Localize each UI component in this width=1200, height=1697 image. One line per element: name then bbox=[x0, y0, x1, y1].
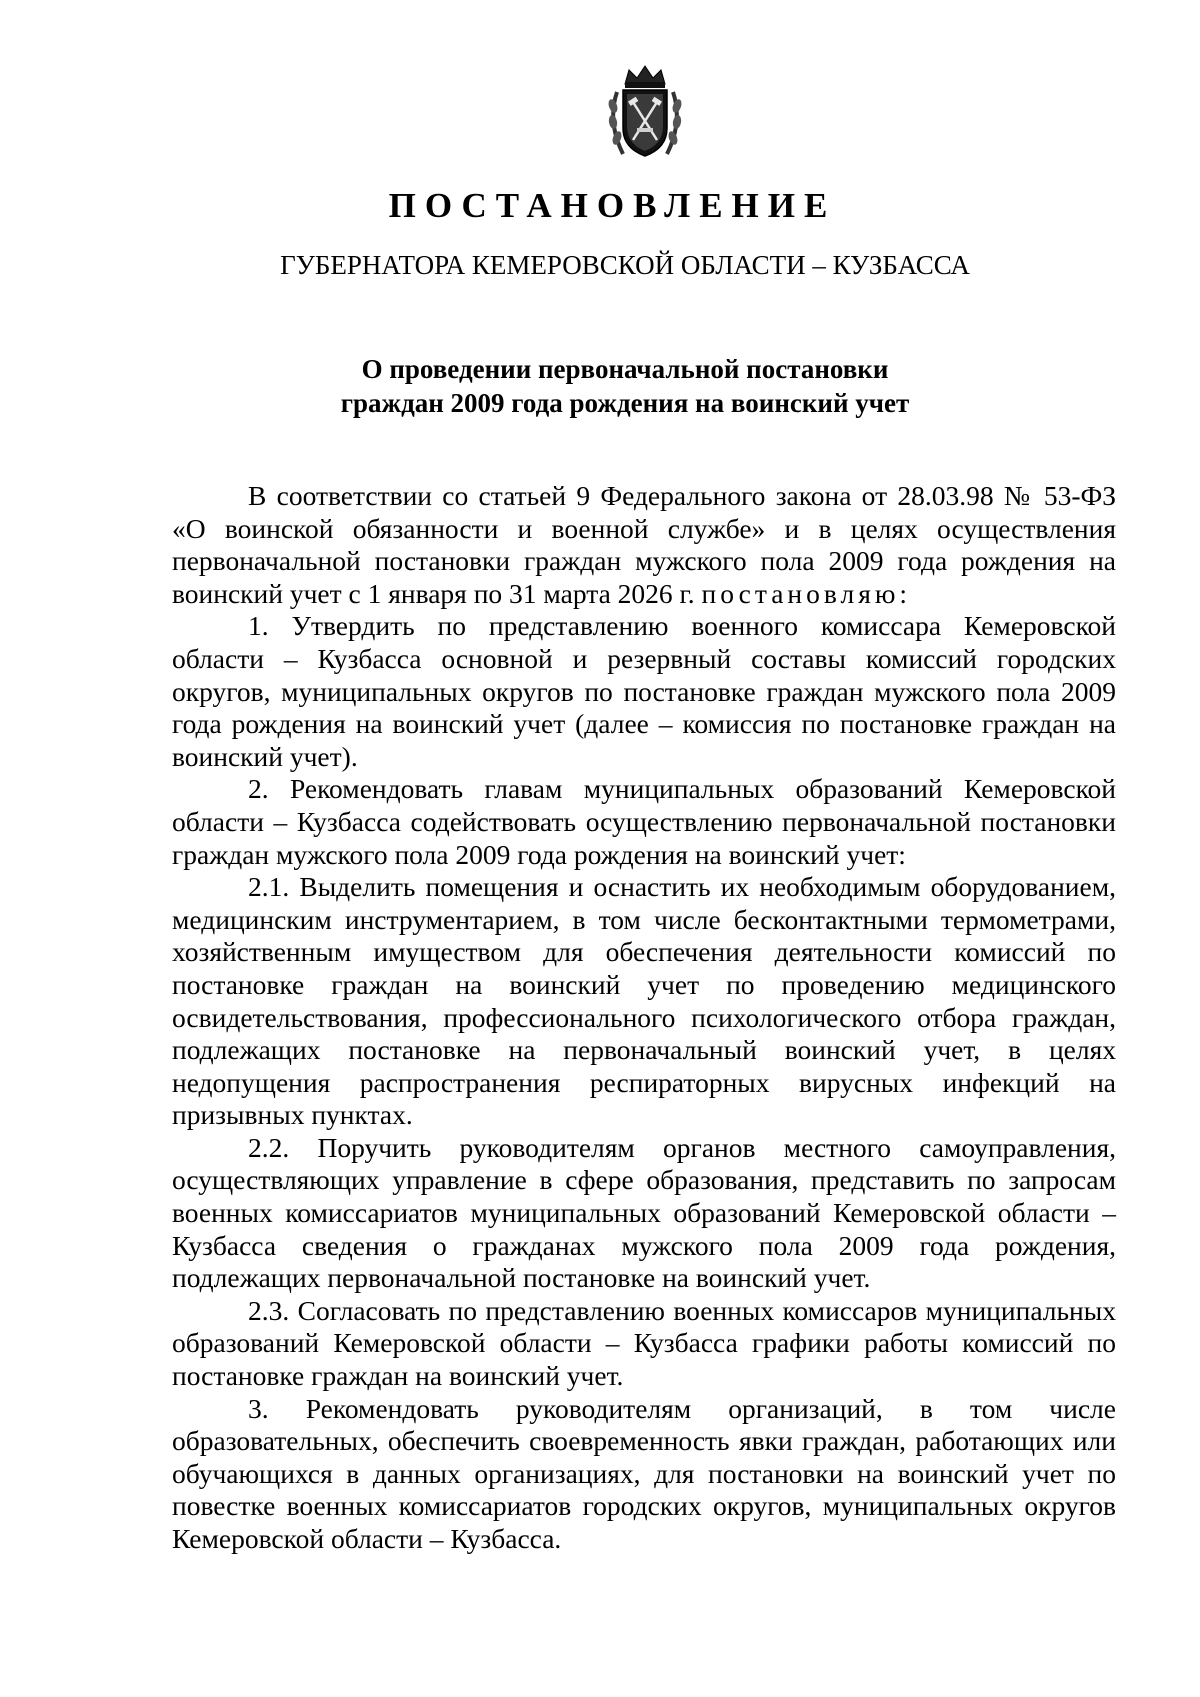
paragraph-2-2: 2.2. Поручить руководителям органов местного самоуправления, осуществляющих управление в сфере образования, представить по запросам военных комиссариатов муниципальных образований Кемеровской области – Кузбасса сведения о гражданах мужского пола 2009 года рождения, подлежащих первоначальной постановке на воинский учет. bbox=[172, 1131, 1116, 1294]
paragraph-2: 2. Рекомендовать главам муниципальных образований Кемеровской области – Кузбасса содействовать осуществлению первоначальной постановки граждан мужского пола 2009 года рождения на воинский учет: bbox=[172, 773, 1116, 870]
issuer-subtitle: ГУБЕРНАТОРА КЕМЕРОВСКОЙ ОБЛАСТИ – КУЗБАССА bbox=[280, 250, 970, 280]
document-body bbox=[172, 480, 1116, 1556]
intro-text: В соответствии со статьей 9 Федерального закона от 28.03.98 № 53-ФЗ «О воинской обязанности и военной службе» и в целях осуществления первоначальной постановки граждан мужского пола 2009 года рождения на воинский учет с 1 января по 31 марта 2026 г. bbox=[172, 480, 1116, 609]
document-heading bbox=[0, 352, 1200, 420]
paragraph-3: 3. Рекомендовать руководителям организаций, в том числе образовательных, обеспечить своевременность явки граждан, работающих или обучающихся в данных организациях, для постановки на воинский учет по повестке военных комиссариатов городских округов, муниципальных округов Кемеровской области – Кузбасса. bbox=[172, 1392, 1116, 1554]
decree-word: постановляю: bbox=[701, 577, 912, 609]
document-title: ПОСТАНОВЛЕНИЕ bbox=[388, 186, 837, 225]
heading-line-2: граждан 2009 года рождения на воинский учет bbox=[340, 388, 910, 418]
paragraph-2-1: 2.1. Выделить помещения и оснастить их необходимым оборудованием, медицинским инструментарием, в том числе бесконтактными термометрами, хозяйственным имуществом для обеспечения деятельности комиссий по постановке граждан на воинский учет по проведению медицинского освидетельствования, профессионального психологического отбора граждан, подлежащих постановке на первоначальный воинский учет, в целях недопущения распространения респираторных вирусных инфекций на призывных пунктах. bbox=[172, 871, 1116, 1131]
paragraph-1: 1. Утвердить по представлению военного комиссара Кемеровской области – Кузбасса основной и резервный составы комиссий городских округов, муниципальных округов по постановке граждан мужского пола 2009 года рождения на воинский учет (далее – комиссия по постановке граждан на воинский учет). bbox=[172, 610, 1116, 772]
coat-of-arms-emblem bbox=[603, 62, 687, 162]
paragraph-intro bbox=[172, 480, 1116, 610]
heading-line-1: О проведении первоначальной постановки bbox=[361, 354, 889, 384]
paragraph-2-3: 2.3. Согласовать по представлению военных комиссаров муниципальных образований Кемеровской области – Кузбасса графики работы комиссий по постановке граждан на воинский учет. bbox=[172, 1294, 1116, 1392]
